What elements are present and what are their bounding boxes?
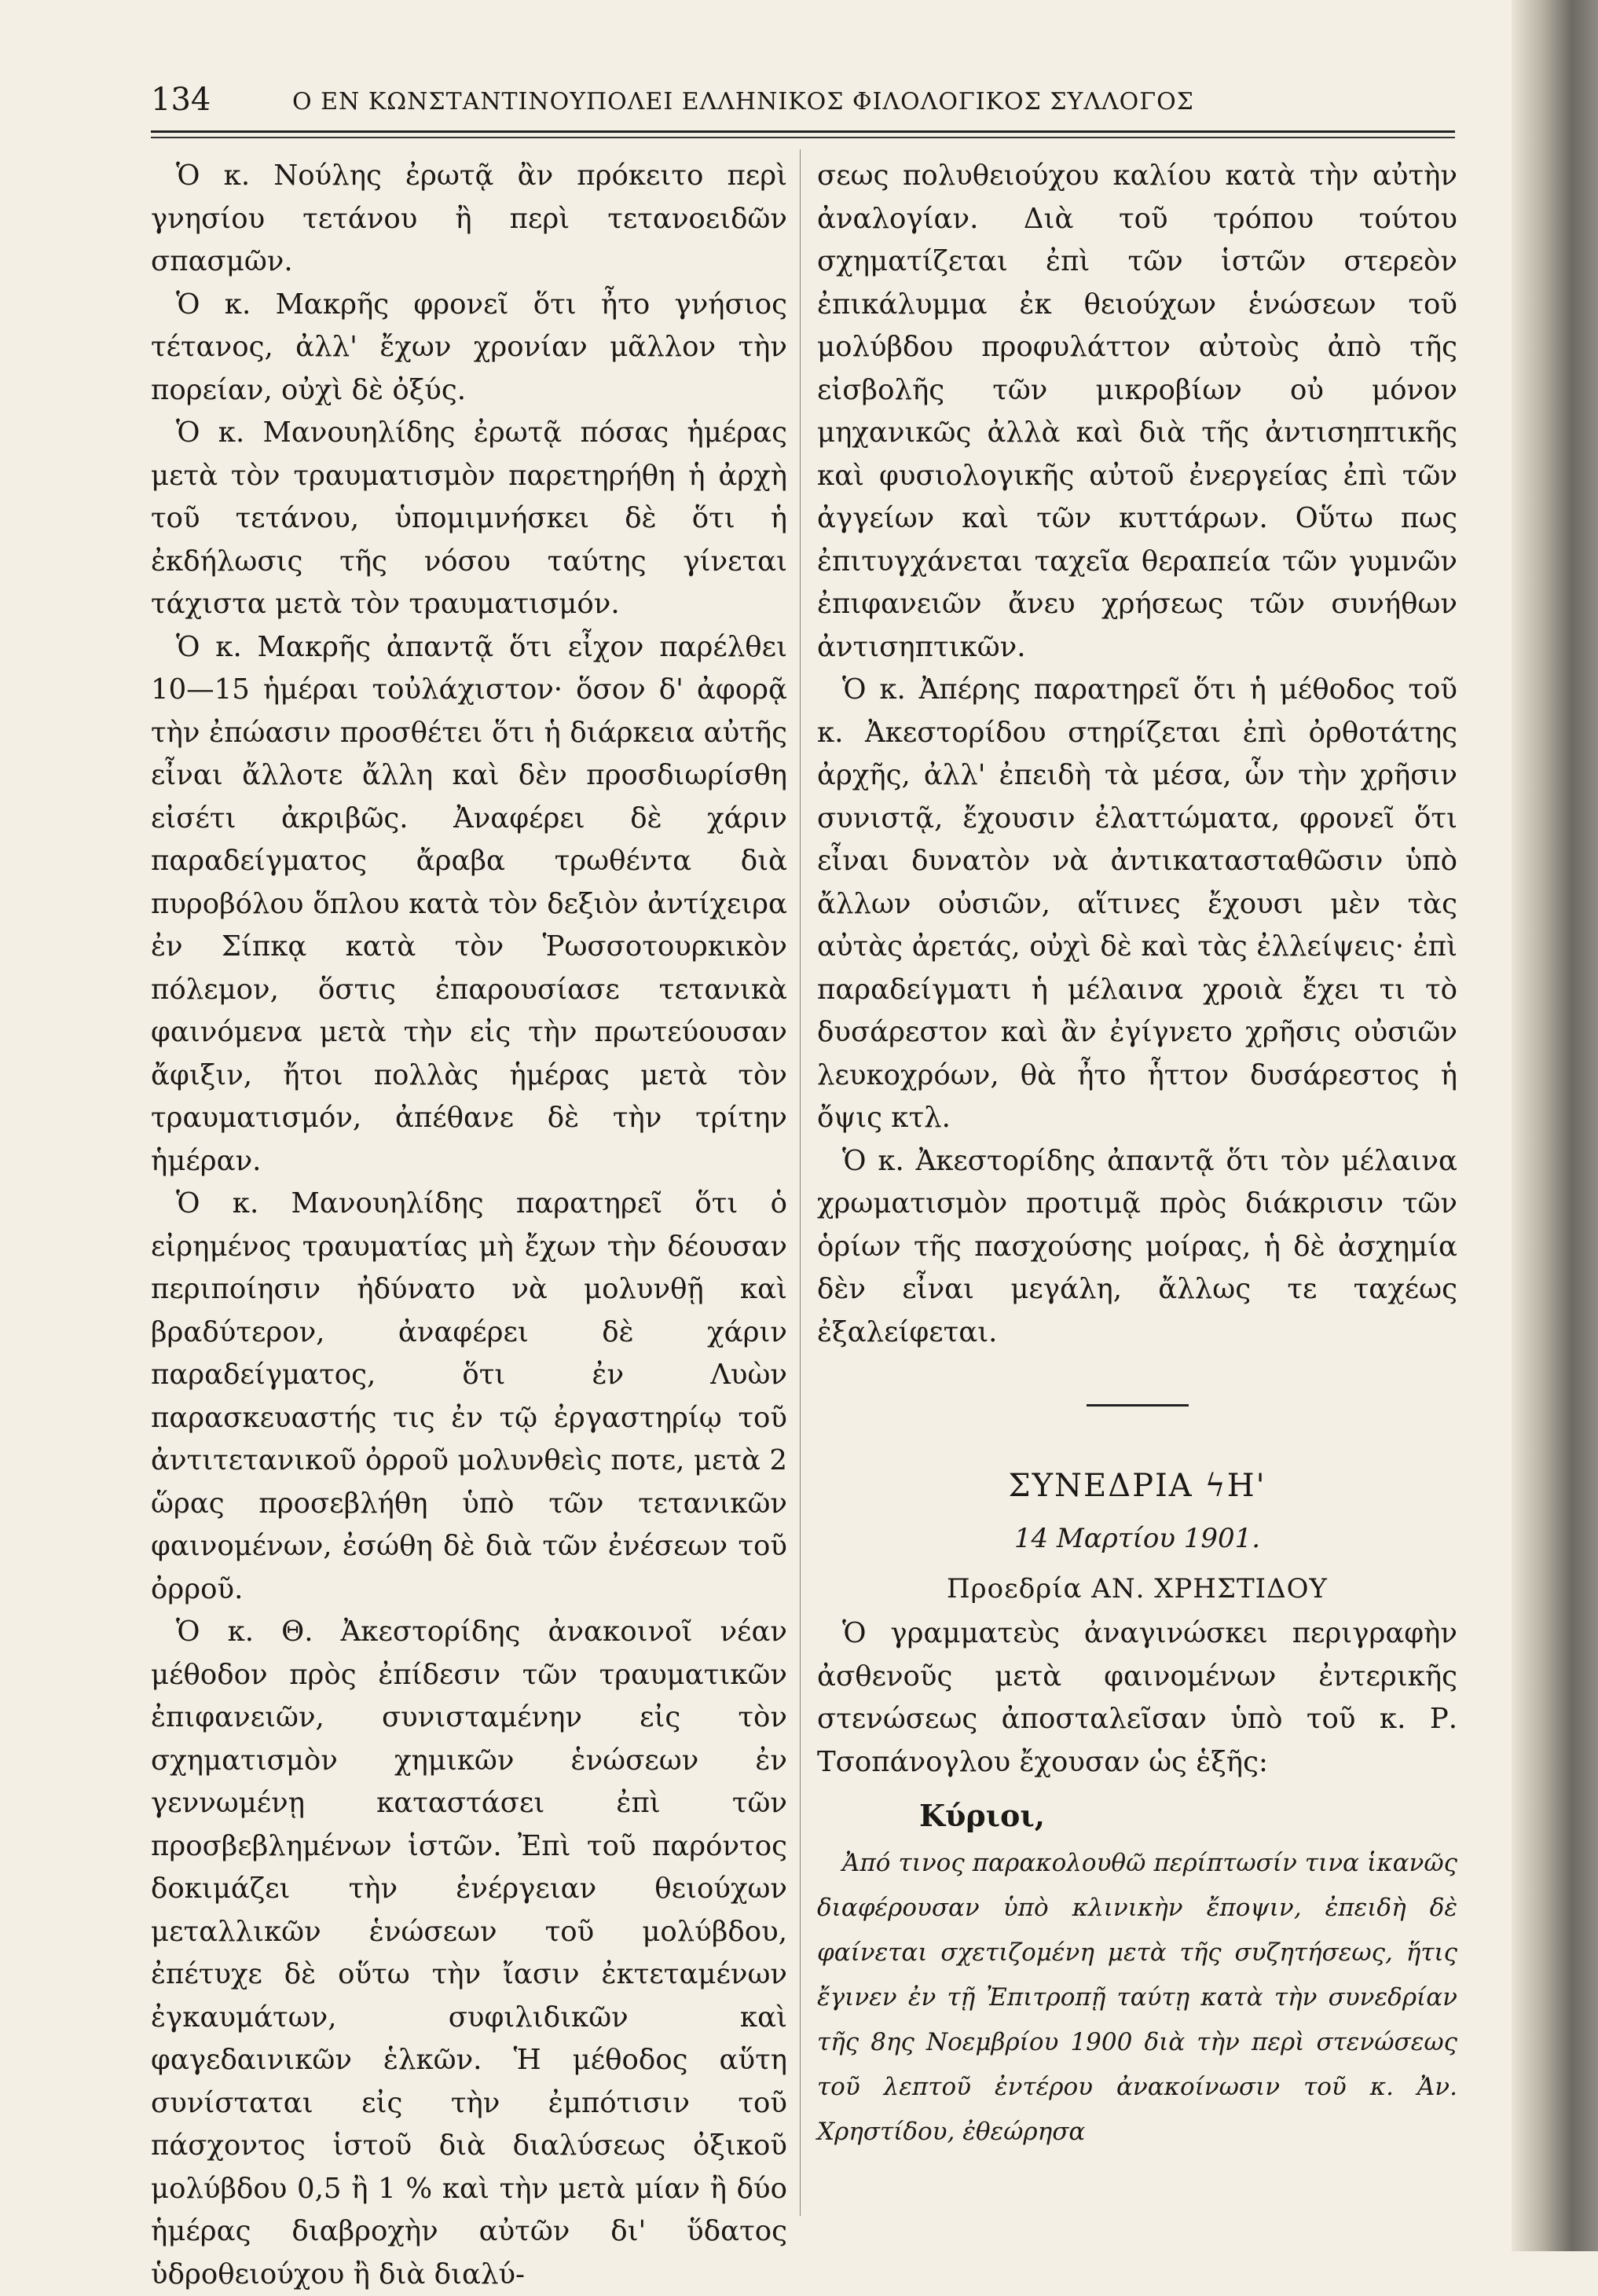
- paragraph: σεως πολυθειούχου καλίου κατὰ τὴν αὐτὴν ἀναλογίαν. Διὰ τοῦ τρόπου τούτου σχηματίζεται ἐπὶ τῶν ἱστῶν στερεὸν ἐπικάλυμμα ἐκ θειούχων ἑνώσεων τοῦ μολύβδου προφυλάττον αὐτοὺς ἀπὸ τῆς εἰσβολῆς τῶν μικροβίων οὐ μόνον μηχανικῶς ἀλλὰ καὶ διὰ τῆς ἀντισηπτικῆς καὶ φυσιολογικῆς αὐτοῦ ἐνεργείας ἐπὶ τῶν ἀγγείων καὶ τῶν κυττάρων. Οὕτω πως ἐπιτυγχάνεται ταχεῖα θεραπεία τῶν γυμνῶν ἐπιφανειῶν ἄνευ χρήσεως τῶν συνήθων ἀντισηπτικῶν.: [817, 160, 1457, 663]
- running-title: Ο ΕΝ ΚΩΝΣΤΑΝΤΙΝΟΥΠΟΛΕΙ ΕΛΛΗΝΙΚΟΣ ΦΙΛΟΛΟΓΙΚΟΣ ΣΥΛΛΟΓΟΣ: [292, 88, 1194, 116]
- column-divider: [800, 149, 801, 2216]
- header-rule: [151, 130, 1455, 133]
- header-rule-secondary: [151, 137, 1455, 138]
- right-column: [817, 155, 1457, 2155]
- session-date: 14 Μαρτίου 1901.: [1013, 1523, 1261, 1554]
- left-column: [151, 155, 787, 2296]
- paragraph: Ὁ κ. Θ. Ἀκεστορίδης ἀνακοινοῖ νέαν μέθοδον πρὸς ἐπίδεσιν τῶν τραυματικῶν ἐπιφανειῶν, συνισταμένην εἰς τὸν σχηματισμὸν χημικῶν ἑνώσεων ἐν γεννωμένῃ καταστάσει ἐπὶ τῶν προσβεβλημένων ἱστῶν. Ἐπὶ τοῦ παρόντος δοκιμάζει τὴν ἐνέργειαν θειούχων μεταλλικῶν ἑνώσεων τοῦ μολύβδου, ἐπέτυχε δὲ οὕτω τὴν ἴασιν ἐκτεταμένων ἐγκαυμάτων, συφιλιδικῶν καὶ φαγεδαινικῶν ἑλκῶν. Ἡ μέθοδος αὕτη συνίσταται εἰς τὴν ἐμπότισιν τοῦ πάσχοντος ἱστοῦ διὰ διαλύσεως ὀξικοῦ μολύβδου 0,5 ἢ 1 % καὶ τὴν μετὰ μίαν ἢ δύο ἡμέρας διαβροχὴν αὐτῶν δι' ὕδατος ὑδροθειούχου ἢ διὰ διαλύ-: [151, 1616, 787, 2290]
- paragraph: Ὁ κ. Μακρῆς ἀπαντᾷ ὅτι εἶχον παρέλθει 10—15 ἡμέραι τοὐλάχιστον· ὅσον δ' ἀφορᾷ τὴν ἐπώασιν προσθέτει ὅτι ἡ διάρκεια αὐτῆς εἶναι ἄλλοτε ἄλλη καὶ δὲν προσδιωρίσθη εἰσέτι ἀκριβῶς. Ἀναφέρει δὲ χάριν παραδείγματος ἄραβα τρωθέντα διὰ πυροβόλου ὅπλου κατὰ τὸν δεξιὸν ἀντίχειρα ἐν Σίπκᾳ κατὰ τὸν Ῥωσσοτουρκικὸν πόλεμον, ὅστις ἐπαρουσίασε τετανικὰ φαινόμενα μετὰ τὴν εἰς τὴν πρωτεύουσαν ἄφιξιν, ἤτοι πολλὰς ἡμέρας μετὰ τὸν τραυματισμόν, ἀπέθανε δὲ τὴν τρίτην ἡμέραν.: [151, 630, 787, 1177]
- paragraph: Ὁ κ. Μακρῆς φρονεῖ ὅτι ἦτο γνήσιος τέτανος, ἀλλ' ἔχων χρονίαν μᾶλλον τὴν πορείαν, οὐχὶ δὲ ὀξύς.: [151, 288, 787, 406]
- book-binding-shadow: [1512, 0, 1598, 2251]
- paragraph: Ὁ κ. Νούλης ἐρωτᾷ ἂν πρόκειτο περὶ γνησίου τετάνου ἢ περὶ τετανοειδῶν σπασμῶν.: [151, 160, 787, 277]
- session-title: ΣΥΝΕΔΡΙΑ ϟΗ': [1008, 1468, 1266, 1504]
- section-separator: [1087, 1404, 1189, 1407]
- paragraph: Ὁ κ. Ἀπέρης παρατηρεῖ ὅτι ἡ μέθοδος τοῦ κ. Ἀκεστορίδου στηρίζεται ἐπὶ ὀρθοτάτης ἀρχῆς, ἀλλ' ἐπειδὴ τὰ μέσα, ὧν τὴν χρῆσιν συνιστᾷ, ἔχουσιν ἐλαττώματα, φρονεῖ ὅτι εἶναι δυνατὸν νὰ ἀντικατασταθῶσιν ὑπὸ ἄλλων οὐσιῶν, αἵτινες ἔχουσι μὲν τὰς αὐτὰς ἀρετάς, οὐχὶ δὲ καὶ τὰς ἐλλείψεις· ἐπὶ παραδείγματι ἡ μέλαινα χροιὰ ἔχει τι τὸ δυσάρεστον καὶ ἂν ἐγίγνετο χρῆσις οὐσιῶν λευκοχρόων, θὰ ἦτο ἧττον δυσάρεστος ἡ ὄψις κτλ.: [817, 673, 1457, 1134]
- session-body: [817, 1612, 1457, 2155]
- paragraph: Ὁ κ. Μανουηλίδης παρατηρεῖ ὅτι ὁ εἰρημένος τραυματίας μὴ ἔχων τὴν δέουσαν περιποίησιν ἠδύνατο νὰ μολυνθῇ καὶ βραδύτερον, ἀναφέρει δὲ χάριν παραδείγματος, ὅτι ἐν Λυὼν παρασκευαστής τις ἐν τῷ ἐργαστηρίῳ τοῦ ἀντιτετανικοῦ ὀρροῦ μολυνθεὶς ποτε, μετὰ 2 ὥρας προσεβλήθη ὑπὸ τῶν τετανικῶν φαινομένων, ἐσώθη δὲ διὰ τῶν ἐνέσεων τοῦ ὀρροῦ.: [151, 1187, 787, 1605]
- paragraph: Ὁ κ. Ἀκεστορίδης ἀπαντᾷ ὅτι τὸν μέλαινα χρωματισμὸν προτιμᾷ πρὸς διάκρισιν τῶν ὁρίων τῆς πασχούσης μοίρας, ἡ δὲ ἀσχημία δὲν εἶναι μεγάλη, ἄλλως τε ταχέως ἐξαλείφεται.: [817, 1144, 1457, 1348]
- session-chair: Προεδρία ΑΝ. ΧΡΗΣΤΙΔΟΥ: [947, 1573, 1328, 1605]
- page-number: 134: [151, 82, 211, 118]
- letter-paragraph: Ἀπό τινος παρακολουθῶ περίπτωσίν τινα ἱκανῶς διαφέρουσαν ὑπὸ κλινικὴν ἔποψιν, ἐπειδὴ δὲ φαίνεται σχετιζομένη μετὰ τῆς συζητήσεως, ἥτις ἔγινεν ἐν τῇ Ἐπιτροπῇ ταύτῃ κατὰ τὴν συνεδρίαν τῆς 8ης Νοεμβρίου 1900 διὰ τὴν περὶ στενώσεως τοῦ λεπτοῦ ἐντέρου ἀνακοίνωσιν τοῦ κ. Ἀν. Χρηστίδου, ἐθεώρησα: [817, 1849, 1457, 2146]
- paragraph: Ὁ κ. Μανουηλίδης ἐρωτᾷ πόσας ἡμέρας μετὰ τὸν τραυματισμὸν παρετηρήθη ἡ ἀρχὴ τοῦ τετάνου, ὑπομιμνήσκει δὲ ὅτι ἡ ἐκδήλωσις τῆς νόσου ταύτης γίνεται τάχιστα μετὰ τὸν τραυματισμόν.: [151, 416, 787, 620]
- letter-body: [817, 1841, 1457, 2155]
- letter-salutation: Κύριοι,: [919, 1798, 1046, 1833]
- page-header: [151, 82, 1447, 129]
- session-intro: Ὁ γραμματεὺς ἀναγινώσκει περιγραφὴν ἀσθενοῦς μετὰ φαινομένων ἐντερικῆς στενώσεως ἀποσταλεῖσαν ὑπὸ τοῦ κ. Ρ. Τσοπάνογλου ἔχουσαν ὡς ἑξῆς:: [817, 1617, 1457, 1778]
